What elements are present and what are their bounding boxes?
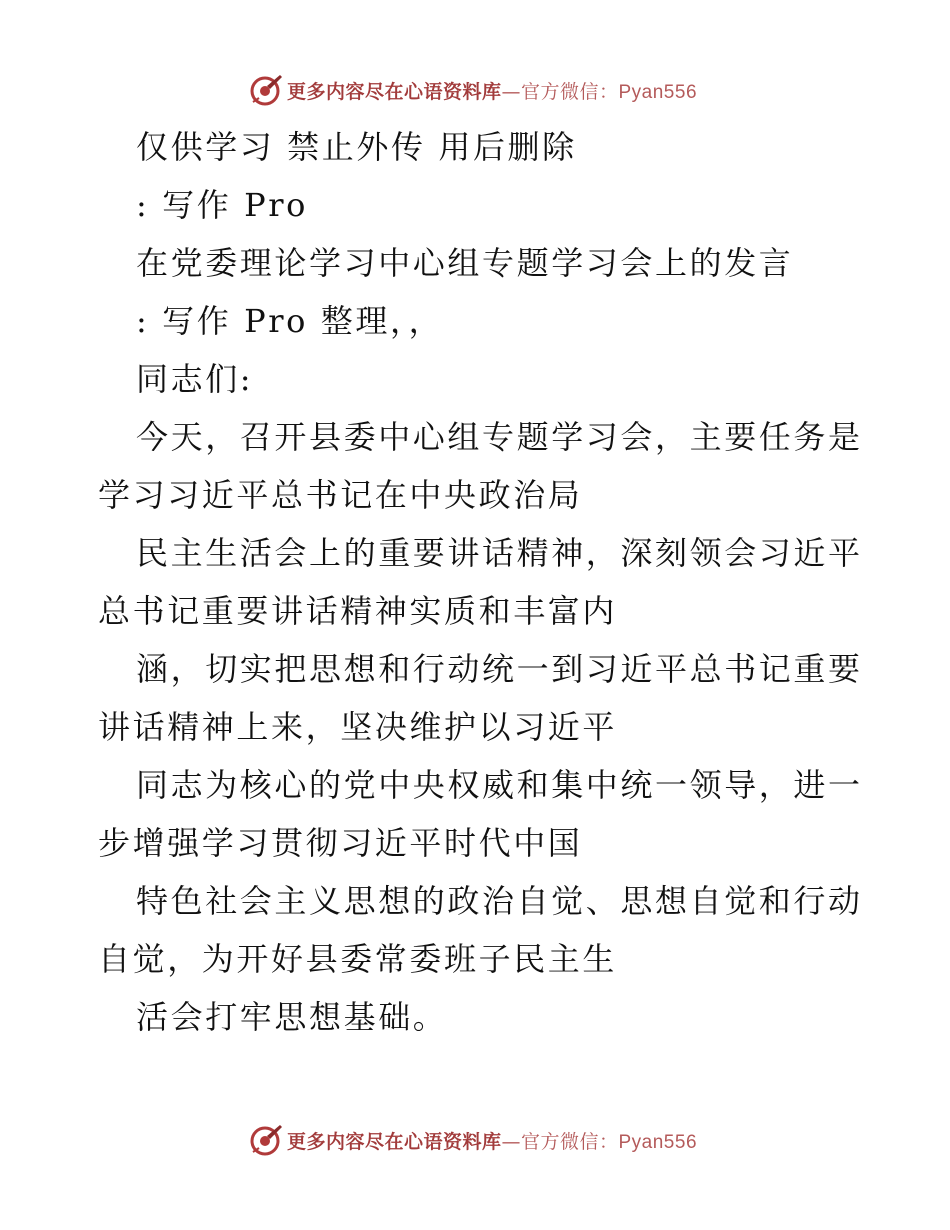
- paragraph-line: 自觉，为开好县委常委班子民主生: [98, 940, 618, 978]
- watermark-text: [287, 1127, 697, 1154]
- watermark-wechat-id: Pyan556: [618, 81, 698, 103]
- paragraph-line: 涵，切实把思想和行动统一到习近平总书记重要: [136, 650, 863, 688]
- pen-seal-icon: [247, 1122, 283, 1158]
- footer-watermark: [0, 1120, 950, 1160]
- notice-line: 仅供学习 禁止外传 用后删除: [136, 128, 577, 166]
- paragraph-line: 同志为核心的党中央权威和集中统一领导，进一: [136, 766, 863, 804]
- paragraph-line: 民主生活会上的重要讲话精神，深刻领会习近平: [136, 534, 863, 572]
- paragraph-line: 讲话精神上来，坚决维护以习近平: [98, 708, 618, 746]
- watermark-group: [247, 1122, 697, 1158]
- paragraph-line: 活会打牢思想基础。: [136, 998, 448, 1036]
- document-body: [98, 124, 863, 1052]
- header-watermark: [0, 70, 950, 110]
- salutation: 同志们:: [136, 360, 254, 398]
- paragraph-line: 学习习近平总书记在中央政治局: [98, 476, 583, 514]
- watermark-text: [287, 77, 697, 104]
- watermark-group: [247, 72, 697, 108]
- paragraph-line: 特色社会主义思想的政治自觉、思想自觉和行动: [136, 882, 863, 920]
- paragraph-line: 今天，召开县委中心组专题学习会，主要任务是: [136, 418, 863, 456]
- author-line: : 写作 Pro: [136, 186, 309, 224]
- watermark-main-text: 更多内容尽在心语资料库: [286, 1130, 502, 1153]
- watermark-main-text: 更多内容尽在心语资料库: [286, 80, 502, 103]
- paragraph-line: 总书记重要讲话精神实质和丰富内: [98, 592, 618, 630]
- document-title: 在党委理论学习中心组专题学习会上的发言: [136, 244, 794, 282]
- editor-line: : 写作 Pro 整理，，: [136, 302, 444, 340]
- watermark-wechat-label: —官方微信：: [501, 1130, 619, 1153]
- watermark-wechat-label: —官方微信：: [501, 80, 619, 103]
- paragraph-line: 步增强学习贯彻习近平时代中国: [98, 824, 583, 862]
- pen-seal-icon: [247, 72, 283, 108]
- watermark-wechat-id: Pyan556: [618, 1131, 698, 1153]
